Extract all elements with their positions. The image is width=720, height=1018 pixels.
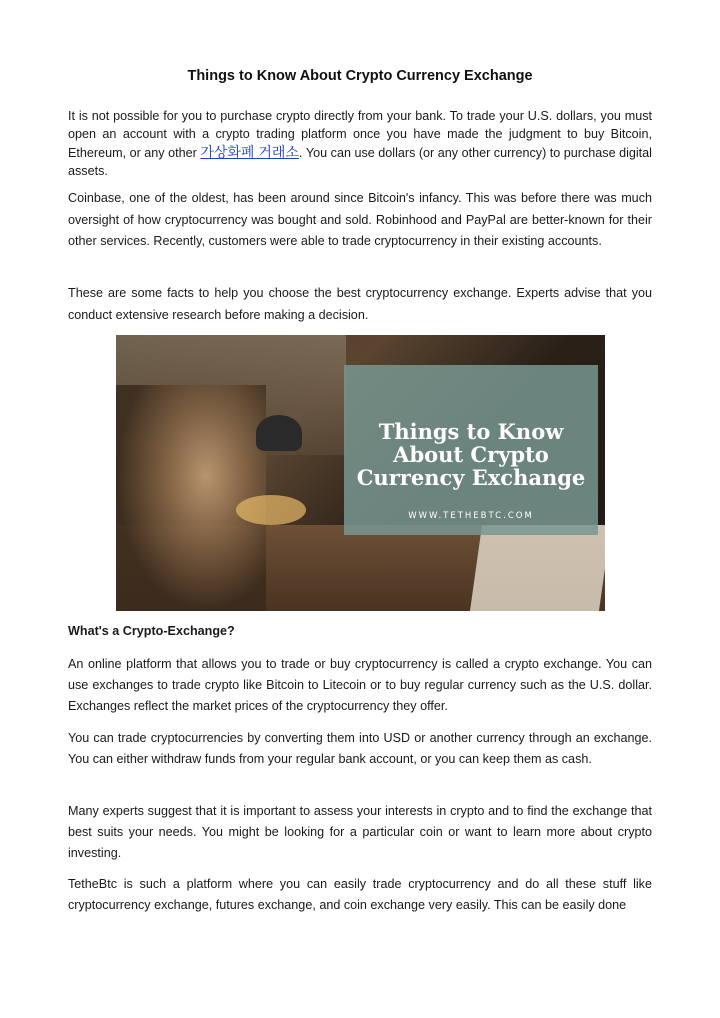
paragraph-definition: An online platform that allows you to trade or buy cryptocurrency is called a crypto exchange. You can use exchanges to trade crypto like Bitcoin to Litecoin or to buy regular currency such as the U.S. dollar. Exchanges reflect the market prices of the cryptocurrency they offer. xyxy=(68,657,652,714)
paragraph-intro xyxy=(68,107,652,180)
hero-url: WWW.TETHEBTC.COM xyxy=(408,511,534,521)
paragraph-tethebtc: TetheBtc is such a platform where you can easily trade cryptocurrency and do all these stuff like cryptocurrency exchange, futures exchange, and coin exchange very easily. This can be easily done xyxy=(68,877,652,913)
hero-papers xyxy=(470,525,605,611)
paragraph-intro-text-end: . You can use dollars (or any other currency) to purchase digital assets. xyxy=(68,146,652,178)
paragraph-coinbase: Coinbase, one of the oldest, has been around since Bitcoin's infancy. This was before there was much oversight of how cryptocurrency was bought and sold. Robinhood and PayPal are better-known for their other services. Recently, customers were able to trade cryptocurrency in their existing accounts. xyxy=(68,191,652,248)
section-heading-crypto-exchange: What's a Crypto-Exchange? xyxy=(68,624,235,638)
paragraph-trading: You can trade cryptocurrencies by converting them into USD or another currency through an exchange. You can either withdraw funds from your regular bank account, or you can keep them as cash. xyxy=(68,731,652,767)
document-title: Things to Know About Crypto Currency Exchange xyxy=(187,68,533,84)
hero-person xyxy=(116,385,266,611)
lamp-icon xyxy=(256,415,302,451)
paragraph-intro-text: It is not possible for you to purchase crypto directly from your bank. To trade your U.S. dollars, you must open an account with a crypto trading platform once you have made the judgment to buy Bitcoin, Ethereum, or any other xyxy=(68,109,652,160)
hero-title-line-3: Currency Exchange xyxy=(356,465,586,490)
crypto-exchange-link[interactable]: 가상화폐 거래소 xyxy=(200,144,299,160)
hero-image xyxy=(116,335,605,611)
paragraph-facts: These are some facts to help you choose the best cryptocurrency exchange. Experts advise that you conduct extensive research before making a decision. xyxy=(68,286,652,322)
hero-title-line-1: Things to Know xyxy=(378,419,564,444)
hero-title-line-2: About Crypto xyxy=(393,442,549,467)
lamp-glow xyxy=(236,495,306,525)
hero-overlay xyxy=(344,365,598,535)
hero-overlay-title xyxy=(344,420,598,489)
paragraph-experts: Many experts suggest that it is important to assess your interests in crypto and to find the exchange that best suits your needs. You might be looking for a particular coin or want to learn more about crypto investing. xyxy=(68,804,652,861)
